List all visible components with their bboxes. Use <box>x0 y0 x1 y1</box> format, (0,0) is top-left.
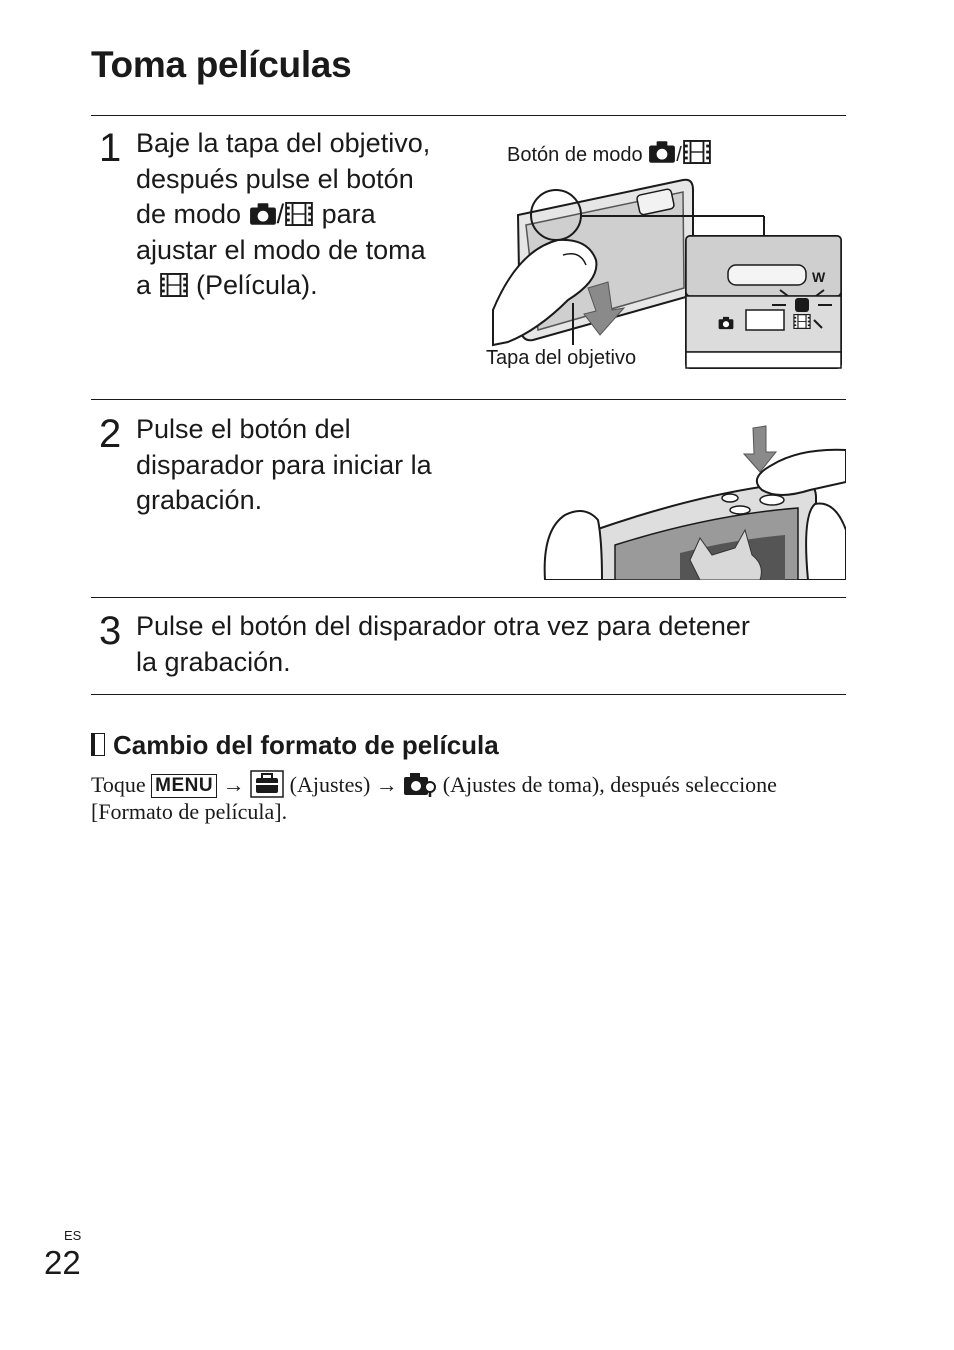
divider <box>91 115 846 116</box>
page-number: 22 <box>44 1244 81 1281</box>
step-3-text <box>136 609 846 680</box>
section-body-line-1 <box>91 770 851 798</box>
arrow-icon: → <box>222 772 245 797</box>
step-3-number: 3 <box>99 609 122 653</box>
step-3-line-1: Pulse el botón del disparador otra vez para detener <box>136 611 750 641</box>
svg-text:W: W <box>812 269 826 285</box>
shutter-press-illustration <box>540 420 846 580</box>
step-1-line-5-post: (Película). <box>188 270 318 300</box>
menu-key-icon: MENU <box>151 774 217 798</box>
page-title: Toma películas <box>91 44 352 85</box>
step-2-line-2: disparador para iniciar la <box>136 449 432 480</box>
settings-label: (Ajustes) <box>289 772 371 797</box>
section-heading-text: Cambio del formato de película <box>113 730 499 760</box>
step-1-number: 1 <box>99 126 122 170</box>
step-1-line-3 <box>136 197 486 233</box>
section-heading <box>91 730 499 761</box>
movie-film-icon <box>284 202 314 226</box>
caption-mode-button-text: Botón de modo <box>507 144 649 166</box>
step-2-text <box>136 412 496 519</box>
step-2-line-3: grabación. <box>136 485 263 515</box>
section-text-pre: Toque <box>91 772 152 797</box>
still-camera-icon <box>648 140 676 164</box>
step-1-line-3-post: para <box>314 199 376 229</box>
movie-film-icon <box>159 273 189 297</box>
step-2-number: 2 <box>99 412 122 456</box>
section-marker-icon <box>91 733 105 756</box>
step-1-line-3-pre: de modo <box>136 199 249 229</box>
step-1-line-4: ajustar el modo de toma <box>136 234 426 265</box>
caption-mode-sep: / <box>676 144 682 166</box>
section-body <box>91 770 851 825</box>
step-1-line-5-pre: a <box>136 270 159 300</box>
caption-lens-cover: Tapa del objetivo <box>486 347 637 369</box>
step-3-line-2: la grabación. <box>136 646 291 677</box>
movie-film-icon <box>682 140 712 164</box>
step-1-line-3-sep: / <box>276 199 285 229</box>
divider <box>91 399 846 400</box>
step-1-text <box>136 126 486 304</box>
settings-toolbox-icon <box>250 770 284 798</box>
caption-mode-button <box>507 140 712 167</box>
divider <box>91 597 846 598</box>
shooting-settings-icon <box>403 771 437 797</box>
step-1-line-5 <box>136 268 486 304</box>
step-1-line-2: después pulse el botón <box>136 163 414 194</box>
divider <box>91 694 846 695</box>
section-body-line-2: [Formato de película]. <box>91 799 288 824</box>
arrow-icon: → <box>375 772 398 797</box>
camera-mode-illustration <box>488 170 848 375</box>
shooting-settings-label: (Ajustes de toma), después seleccione <box>442 772 777 797</box>
step-1-line-1: Baje la tapa del objetivo, <box>136 128 431 158</box>
still-camera-icon <box>249 202 277 226</box>
step-2-line-1: Pulse el botón del <box>136 414 351 444</box>
language-code: ES <box>64 1228 82 1243</box>
